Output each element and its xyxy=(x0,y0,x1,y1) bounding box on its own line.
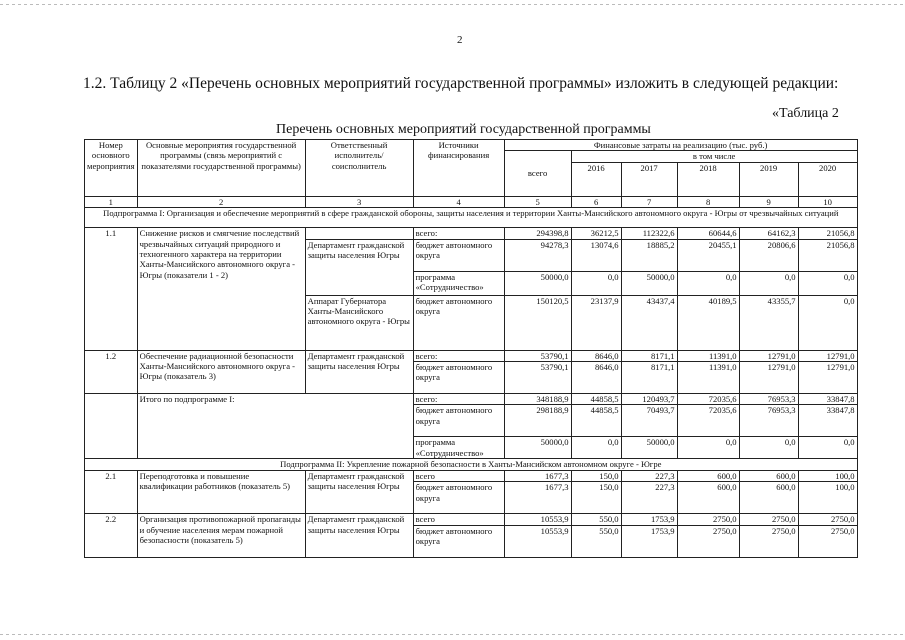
value-cell: 43437,4 xyxy=(621,295,677,350)
executor-cell: Департамент гражданской защиты населения Югры xyxy=(305,514,413,557)
value-cell: 550,0 xyxy=(571,514,621,525)
value-cell: 50000,0 xyxy=(504,437,571,459)
value-cell: 2750,0 xyxy=(798,525,857,557)
value-cell: 112322,6 xyxy=(621,228,677,239)
header-year: 2017 xyxy=(621,162,677,196)
executor-cell: Департамент гражданской защиты населения Югры xyxy=(305,239,413,295)
value-cell: 0,0 xyxy=(571,437,621,459)
subprogram-2-title: Подпрограмма II: Укрепление пожарной безопасности в Ханты-Мансийском автономном округе - Югре xyxy=(85,459,858,470)
value-cell: 72035,6 xyxy=(677,394,739,405)
col-number: 9 xyxy=(739,196,798,207)
value-cell: 8646,0 xyxy=(571,362,621,394)
source-cell: бюджет автономного округа xyxy=(413,362,504,394)
header-year: 2016 xyxy=(571,162,621,196)
source-cell: всего: xyxy=(413,350,504,361)
value-cell: 12791,0 xyxy=(798,350,857,361)
value-cell: 43355,7 xyxy=(739,295,798,350)
source-cell: бюджет автономного округа xyxy=(413,405,504,437)
header-num: Номер основного мероприятия xyxy=(85,140,138,197)
value-cell: 23137,9 xyxy=(571,295,621,350)
value-cell: 44858,5 xyxy=(571,394,621,405)
value-cell: 50000,0 xyxy=(621,271,677,295)
value-cell: 120493,7 xyxy=(621,394,677,405)
value-cell: 13074,6 xyxy=(571,239,621,271)
activity-name: Снижение рисков и смягчение последствий чрезвычайных ситуаций природного и техногенного характера на территории Ханты-Мансийского автономного округа - Югры (показатели 1 - 2) xyxy=(137,228,305,350)
header-year: 2019 xyxy=(739,162,798,196)
executor-cell: Аппарат Губернатора Ханты-Мансийского автономного округа - Югры xyxy=(305,295,413,350)
value-cell: 33847,8 xyxy=(798,394,857,405)
page-number: 2 xyxy=(457,34,463,46)
executor-cell: Департамент гражданской защиты населения Югры xyxy=(305,470,413,513)
subprogram-1-title: Подпрограмма I: Организация и обеспечение мероприятий в сфере гражданской обороны, защиты населения и территории Ханты-Мансийского автономного округа - Югры от чрезвычайных ситуаций xyxy=(85,208,858,228)
value-cell: 33847,8 xyxy=(798,405,857,437)
value-cell: 1753,9 xyxy=(621,514,677,525)
value-cell: 0,0 xyxy=(739,437,798,459)
value-cell: 20455,1 xyxy=(677,239,739,271)
value-cell: 600,0 xyxy=(739,470,798,481)
value-cell: 50000,0 xyxy=(504,271,571,295)
table-title: Перечень основных мероприятий государственной программы xyxy=(276,122,651,137)
value-cell: 18885,2 xyxy=(621,239,677,271)
value-cell: 0,0 xyxy=(798,295,857,350)
page-heading: 1.2. Таблицу 2 «Перечень основных мероприятий государственной программы» изложить в следующей редакции: xyxy=(83,75,839,92)
col-number: 5 xyxy=(504,196,571,207)
source-cell: бюджет автономного округа xyxy=(413,239,504,271)
row-num: 2.2 xyxy=(85,514,138,557)
value-cell: 21056,8 xyxy=(798,239,857,271)
header-year: 2020 xyxy=(798,162,857,196)
source-cell: всего xyxy=(413,470,504,481)
value-cell: 100,0 xyxy=(798,482,857,514)
value-cell: 72035,6 xyxy=(677,405,739,437)
value-cell: 1677,3 xyxy=(504,482,571,514)
value-cell: 600,0 xyxy=(677,470,739,481)
value-cell: 12791,0 xyxy=(739,362,798,394)
value-cell: 53790,1 xyxy=(504,350,571,361)
value-cell: 0,0 xyxy=(798,437,857,459)
col-number: 6 xyxy=(571,196,621,207)
source-cell: всего xyxy=(413,514,504,525)
value-cell: 94278,3 xyxy=(504,239,571,271)
header-activity: Основные мероприятия государственной программы (связь мероприятий с показателями государственной программы) xyxy=(137,140,305,197)
value-cell: 76953,3 xyxy=(739,394,798,405)
source-cell: бюджет автономного округа xyxy=(413,482,504,514)
bottom-scan-edge xyxy=(0,634,905,635)
col-number: 3 xyxy=(305,196,413,207)
value-cell: 11391,0 xyxy=(677,350,739,361)
subtotal-label: Итого по подпрограмме I: xyxy=(137,394,413,459)
executor-cell xyxy=(305,228,413,239)
value-cell: 76953,3 xyxy=(739,405,798,437)
value-cell: 2750,0 xyxy=(677,525,739,557)
source-cell: бюджет автономного округа xyxy=(413,525,504,557)
value-cell: 70493,7 xyxy=(621,405,677,437)
value-cell: 8171,1 xyxy=(621,362,677,394)
value-cell: 8171,1 xyxy=(621,350,677,361)
value-cell: 21056,8 xyxy=(798,228,857,239)
value-cell: 1753,9 xyxy=(621,525,677,557)
value-cell: 36212,5 xyxy=(571,228,621,239)
value-cell: 0,0 xyxy=(677,271,739,295)
col-number: 1 xyxy=(85,196,138,207)
value-cell: 2750,0 xyxy=(677,514,739,525)
row-num xyxy=(85,394,138,459)
value-cell: 60644,6 xyxy=(677,228,739,239)
value-cell: 227,3 xyxy=(621,470,677,481)
header-costs: Финансовые затраты на реализацию (тыс. руб.) xyxy=(504,140,857,151)
header-incl: в том числе xyxy=(571,151,857,162)
value-cell: 150,0 xyxy=(571,482,621,514)
source-cell: программа «Сотрудничество» xyxy=(413,437,504,459)
col-number: 7 xyxy=(621,196,677,207)
header-total: всего xyxy=(504,151,571,196)
value-cell: 10553,9 xyxy=(504,514,571,525)
activities-table xyxy=(84,139,858,558)
value-cell: 100,0 xyxy=(798,470,857,481)
value-cell: 348188,9 xyxy=(504,394,571,405)
value-cell: 64162,3 xyxy=(739,228,798,239)
value-cell: 53790,1 xyxy=(504,362,571,394)
value-cell: 150,0 xyxy=(571,470,621,481)
source-cell: программа «Сотрудничество» xyxy=(413,271,504,295)
value-cell: 600,0 xyxy=(677,482,739,514)
value-cell: 1677,3 xyxy=(504,470,571,481)
value-cell: 600,0 xyxy=(739,482,798,514)
row-num: 2.1 xyxy=(85,470,138,513)
value-cell: 20806,6 xyxy=(739,239,798,271)
col-number: 2 xyxy=(137,196,305,207)
value-cell: 0,0 xyxy=(571,271,621,295)
value-cell: 298188,9 xyxy=(504,405,571,437)
value-cell: 40189,5 xyxy=(677,295,739,350)
value-cell: 8646,0 xyxy=(571,350,621,361)
value-cell: 227,3 xyxy=(621,482,677,514)
value-cell: 44858,5 xyxy=(571,405,621,437)
top-scan-edge xyxy=(0,4,905,5)
col-number: 8 xyxy=(677,196,739,207)
col-number: 4 xyxy=(413,196,504,207)
source-cell: всего: xyxy=(413,394,504,405)
value-cell: 12791,0 xyxy=(798,362,857,394)
value-cell: 12791,0 xyxy=(739,350,798,361)
value-cell: 2750,0 xyxy=(739,525,798,557)
value-cell: 2750,0 xyxy=(798,514,857,525)
value-cell: 0,0 xyxy=(677,437,739,459)
value-cell: 150120,5 xyxy=(504,295,571,350)
executor-cell: Департамент гражданской защиты населения Югры xyxy=(305,350,413,393)
source-cell: бюджет автономного округа xyxy=(413,295,504,350)
value-cell: 294398,8 xyxy=(504,228,571,239)
value-cell: 0,0 xyxy=(798,271,857,295)
activity-name: Обеспечение радиационной безопасности Ханты-Мансийского автономного округа - Югры (показатель 3) xyxy=(137,350,305,393)
row-num: 1.1 xyxy=(85,228,138,350)
col-number: 10 xyxy=(798,196,857,207)
value-cell: 2750,0 xyxy=(739,514,798,525)
value-cell: 50000,0 xyxy=(621,437,677,459)
activity-name: Организация противопожарной пропаганды и обучение населения мерам пожарной безопасности (показатель 5) xyxy=(137,514,305,557)
header-year: 2018 xyxy=(677,162,739,196)
value-cell: 0,0 xyxy=(739,271,798,295)
value-cell: 10553,9 xyxy=(504,525,571,557)
header-source: Источники финансирования xyxy=(413,140,504,197)
header-executor: Ответственный исполнитель/соисполнитель xyxy=(305,140,413,197)
table-reference: «Таблица 2 xyxy=(772,106,839,121)
activity-name: Переподготовка и повышение квалификации работников (показатель 5) xyxy=(137,470,305,513)
value-cell: 11391,0 xyxy=(677,362,739,394)
value-cell: 550,0 xyxy=(571,525,621,557)
source-cell: всего: xyxy=(413,228,504,239)
row-num: 1.2 xyxy=(85,350,138,393)
